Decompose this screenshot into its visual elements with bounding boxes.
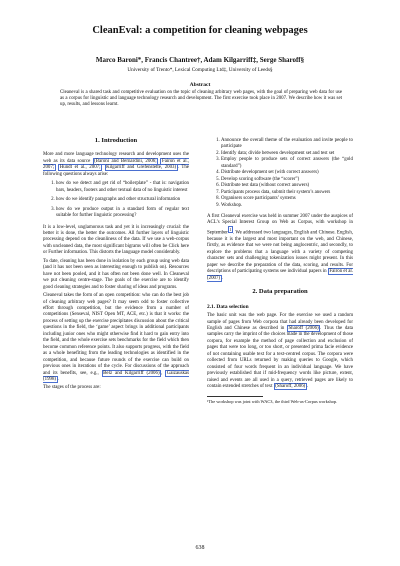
abstract-text: Cleaneval is a shared task and competitive evaluation on the topic of cleaning arbitrary web pages, with the goal of preparing web data for use as a corpus for linguistic and language technology research and development. The first exercise took place in 2007. We describe how it was set up, results, and lessons learnt. (60, 90, 342, 108)
intro-paragraph-1 (43, 152, 189, 178)
author-list: Marco Baroni*, Francis Chantree†, Adam Kilgarriff‡, Serge Sharoff§ (95, 56, 305, 64)
citation-link[interactable]: Belz and Kilgarriff (2006) (103, 370, 160, 376)
list-item: 8. Organisers score participants’ systems (221, 196, 353, 202)
list-item: 2. Identify data; divide between development set and test set (221, 151, 353, 157)
abstract-heading: Abstract (189, 82, 211, 88)
list-item: 6. Distribute test data (without correct answers) (221, 183, 353, 189)
text-run: More and more language technology research and development uses the web as its data source (43, 152, 189, 164)
text-run: . (221, 275, 223, 281)
intro-paragraph-2: It is a low-level, unglamorous task and yet it is increasingly crucial: the better it is done, the better the outcomes. All further layers of linguistic processing depend on the cleanliness of the data. If we use a web-corpus with uncleaned data, the most significant bigrams will often be Click here or Further information. This distorts the language model considerably. (43, 224, 189, 256)
right-column (207, 138, 353, 404)
data-selection-paragraph (207, 313, 353, 390)
citation-link[interactable]: Sharoff (2006) (288, 325, 319, 331)
footnote-divider (207, 396, 263, 397)
citation-link[interactable]: Gaizauskas (1998) (43, 370, 189, 382)
list-item: 3. how do we produce output in a standard form of regular text suitable for further linguistic processing? (56, 207, 189, 220)
list-item: 1. how do we detect and get rid of “boilerplate” - that is: navigation bars, headers, footers and other textual data of no linguistic interest (56, 181, 189, 194)
list-item: 2. how do we identify paragraphs and other structural information (56, 197, 189, 203)
subsection-heading-data-selection: 2.1. Data selection (207, 303, 249, 310)
list-item: 4. Distribute development set (with correct answers) (221, 170, 353, 176)
text-run: . We addressed two languages, English and Chinese. English, because it is the largest and most important on the web, and Chinese, firstly, as evidence that we were not being anglocentric, and secondly, to explore the problems that a language with a variety of competing character sets and challenging tokenization issues might present. In this paper we describe the preparation of the data, scoring, and results. For descriptions of participating systems see individual papers in (207, 230, 353, 275)
list-item: 9. Workshop. (221, 203, 353, 209)
list-item: 7. Participants process data, submit their system’s answers (221, 190, 353, 196)
intro-paragraph-5: The stages of the process are: (43, 385, 101, 391)
list-item: 5. Develop scoring software (the “scorer”) (221, 177, 353, 183)
citation-link[interactable]: Fairon et al. (2007) (207, 269, 353, 281)
page-number: 638 (195, 545, 205, 551)
left-column (43, 138, 189, 394)
paper-title: CleanEval: a competition for cleaning webpages (92, 25, 308, 36)
list-item: 1. Announce the overall theme of the evaluation and invite people to participate (221, 138, 353, 151)
citation-link[interactable]: (Baroni and Bernardini, 2006; (94, 158, 157, 164)
intro-paragraph-6 (207, 214, 353, 282)
text-run: , (161, 370, 163, 376)
citation-link[interactable]: Fairon et al., 2007; (43, 158, 189, 171)
citation-link[interactable]: (Sharoff, 2006) (275, 384, 306, 390)
text-run: . (306, 384, 308, 390)
footnote: ¹The workshop was joint with WAC3, the third Web-as-Corpus workshop. (207, 398, 338, 404)
text-run: The basic unit was the web page. For the exercise we used a random sample of pages from Web corpora that had already been developed for English and Chinese as described in (207, 313, 353, 331)
affiliations: University of Trento*, Lexical Computing Ltd‡, University of Leeds§ (127, 67, 273, 73)
citation-link[interactable]: Kilgarriff and Grefenstette, 2003) (106, 165, 177, 171)
intro-paragraph-3: To date, cleaning has been done in isolation by each group using web data (and it has not been seen as interesting enough to publish on). Resources have not been pooled, and it has often not been done well. In Cleaneval we put cleaning centre-stage. The goals of the exercise are to identify good cleaning strategies and to foster sharing of ideas and programs. (43, 258, 189, 290)
section-heading-introduction: 1. Introduction (94, 137, 138, 144)
text-run: . (57, 376, 59, 382)
text-run: Cleaneval takes the form of an open competition: who can do the best job of cleaning arbitrary web pages? It may seem odd to foster collective effort through competition, but the evidence from a number of competitions (Senseval, NIST Open MT, ACE, etc.) is that it works: the process of setting up the exercise precipitates discussion about the critical questions in the field, the ‘game’ aspect brings in additional participants including junior ones who might otherwise find it hard to gain entry into the field, and the whole exercise sets benchmarks for the field which then become common reference points. It also supports progress, with the field as a whole benefiting from the leading technologies as identified in the competition, and because future rounds of the exercise can build on previous ones in iterations of the cycle. For discussions of the approach and its benefits, see, e.g., (43, 293, 189, 376)
list-item: 3. Employ people to produce sets of correct answers (the “gold standard”) (221, 157, 353, 170)
question-list (43, 181, 189, 219)
stage-list (207, 138, 353, 209)
text-run: . Thus the data samples carry the imprint of the choices made in the development of those corpora, for example the method of page collection and exclusion of pages that were too long, or too short, or presented prima facie evidence of not containing usable text for a text-centred corpus. The corpora were collected from URLs returned by making queries to Google, which consisted of four words frequent in an individual language. We have previously established that if mid-frequency words like picture, extent, raised and events are all used in a query, retrieved pages are likely to contain extended stretches of text (207, 325, 353, 390)
citation-link[interactable]: Hundt et al., 2007; (59, 165, 101, 171)
text-run: . The following questions always arise: (43, 165, 189, 177)
text-run: A first Cleaneval exercise was held in summer 2007 under the auspices of ACL’s Special Interest Group on Web as Corpus, with workshop in September (207, 213, 353, 236)
section-heading-data-preparation: 2. Data preparation (252, 288, 308, 296)
intro-paragraph-4 (43, 293, 189, 383)
footnote-link[interactable]: 1 (229, 226, 232, 232)
